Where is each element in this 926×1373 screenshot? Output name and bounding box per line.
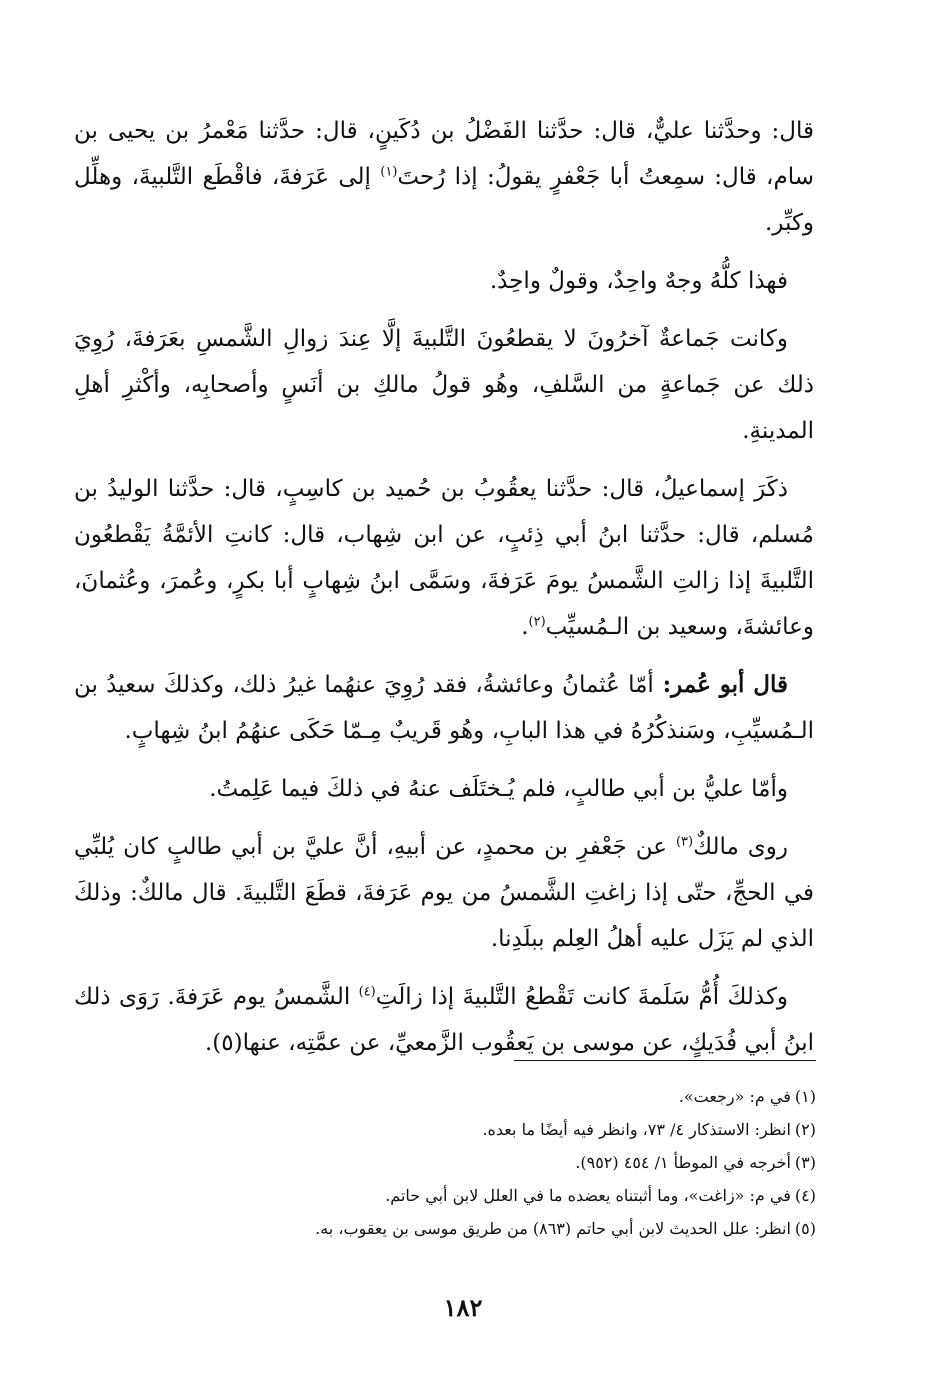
- footnote-text: في م: «رجعت».: [678, 1087, 791, 1106]
- paragraph-text-continued: الشَّمسُ يوم عَرَفةَ. رَوَى ذلك ابنُ أبي فُدَيكٍ، عن موسى بن يَعقُوب الزَّمعيِّ، عن عمَّتِه، عنها(٥).: [74, 984, 814, 1056]
- paragraph-text: وأمّا عليُّ بن أبي طالبٍ، فلم يُـختَلَف عنهُ في ذلكَ فيما عَلِمتُ.: [209, 776, 788, 802]
- paragraph-text: وكانت جَماعةٌ آخرُونَ لا يقطعُونَ التَّلبيةَ إلَّا عِندَ زوالِ الشَّمسِ بعَرَفةَ، رُوِيَ ذلك عن جَماعةٍ من السَّلفِ، وهُو قولُ مالكِ بن أنَسٍ وأصحابِه، وأكْثرِ أهلِ المدينةِ.: [74, 326, 814, 444]
- footnote-text: انظر: علل الحديث لابن أبي حاتم (٨٦٣) من طريق موسى بن يعقوب، به.: [315, 1219, 791, 1238]
- footnote-ref-1: (١): [380, 164, 398, 180]
- page-number: ١٨٢: [443, 1293, 483, 1322]
- paragraph-8: [74, 974, 814, 1066]
- footnote-text: أخرجه في الموطأ ١/ ٤٥٤ (٩٥٢).: [575, 1153, 791, 1172]
- footnote-number: (٣): [794, 1153, 816, 1172]
- footnote-5: [74, 1212, 816, 1245]
- paragraph-text: فهذا كلُّهُ وجهٌ واحِدٌ، وقولٌ واحِدٌ.: [489, 268, 788, 294]
- footnote-text: انظر: الاستذكار ٤/ ٧٣، وانظر فيه أيضًا ما بعده.: [482, 1120, 791, 1139]
- paragraph-text-continued: عن جَعْفرِ بن محمدٍ، عن أبيهِ، أنَّ عليَّ بن أبي طالبٍ كان يُلبِّي في الحجِّ، حتّى إذا زاغتِ الشَّمسُ من يوم عَرَفةَ، قطَعَ التَّلبيةَ. قال مالكٌ: وذلكَ الذي لم يَزَل عليه أهلُ العِلم ببلَدِنا.: [74, 834, 814, 952]
- paragraph-text: قال: وحدَّثنا عليٌّ، قال: حدَّثنا الفَضْلُ بن دُكَينٍ، قال: حدَّثنا مَعْمرُ بن يحيى بن سام، قال: سمِعتُ أبا جَعْفرٍ يقولُ: إذا رُحتَ: [74, 118, 814, 190]
- paragraph-text: أمّا عُثمانُ وعائشةُ، فقد رُوِيَ عنهُما غيرُ ذلك، وكذلكَ سعيدُ بن الـمُسيِّبِ، وسَنذكُرُهُ في هذا البابِ، وهُو قَريبٌ مِـمّا حَكَى عنهُمُ ابنُ شِهابٍ.: [74, 672, 814, 744]
- footnote-separator: [514, 1060, 816, 1061]
- footnote-4: [74, 1179, 816, 1212]
- footnote-2: [74, 1113, 816, 1146]
- footnote-number: (٤): [794, 1186, 816, 1205]
- footnote-ref-3: (٣): [675, 834, 694, 850]
- footnote-ref-2: (٢): [528, 614, 546, 630]
- footnote-ref-4: (٤): [358, 984, 376, 1000]
- footnote-number: (٢): [794, 1120, 816, 1139]
- paragraph-2: [74, 258, 814, 304]
- paragraph-text: ذكَرَ إسماعيلُ، قال: حدَّثنا يعقُوبُ بن حُميد بن كاسِبٍ، قال: حدَّثنا الوليدُ بن مُسلم، قال: حدَّثنا ابنُ أبي ذِئبٍ، عن ابن شِهاب، قال: كانتِ الأئمَّةُ يَقْطعُون التَّلبيةَ إذا زالتِ الشَّمسُ يومَ عَرَفةَ، وسَمَّى ابنُ شِهابٍ أبا بكرٍ، وعُمرَ، وعُثمانَ، وعائشةَ، وسعيد بن الـمُسيِّب: [74, 476, 814, 640]
- paragraph-3: [74, 316, 814, 454]
- paragraph-text-continued: .: [521, 614, 529, 640]
- paragraph-6: [74, 766, 814, 812]
- paragraph-text-continued: إلى عَرَفةَ، فاقْطَع التَّلبيةَ، وهلِّل وكبِّر.: [74, 164, 814, 236]
- paragraph-7: [74, 824, 814, 962]
- paragraph-text: روى مالكٌ: [693, 834, 789, 860]
- footnote-1: [74, 1080, 816, 1113]
- main-text: [74, 108, 814, 1078]
- paragraph-lead-speaker: قال أبو عُمر:: [653, 671, 788, 698]
- footnote-text: في م: «زاغت»، وما أثبتناه يعضده ما في العلل لابن أبي حاتم.: [385, 1186, 791, 1205]
- paragraph-1: [74, 108, 814, 246]
- paragraph-5: [74, 662, 814, 754]
- footnotes: [74, 1080, 816, 1245]
- paragraph-text: وكذلكَ أُمُّ سَلَمةَ كانت تَقْطعُ التَّلبيةَ إذا زالَتِ: [375, 984, 788, 1010]
- footnote-3: [74, 1146, 816, 1179]
- paragraph-4: [74, 466, 814, 650]
- footnote-number: (١): [794, 1087, 816, 1106]
- footnote-number: (٥): [794, 1219, 816, 1238]
